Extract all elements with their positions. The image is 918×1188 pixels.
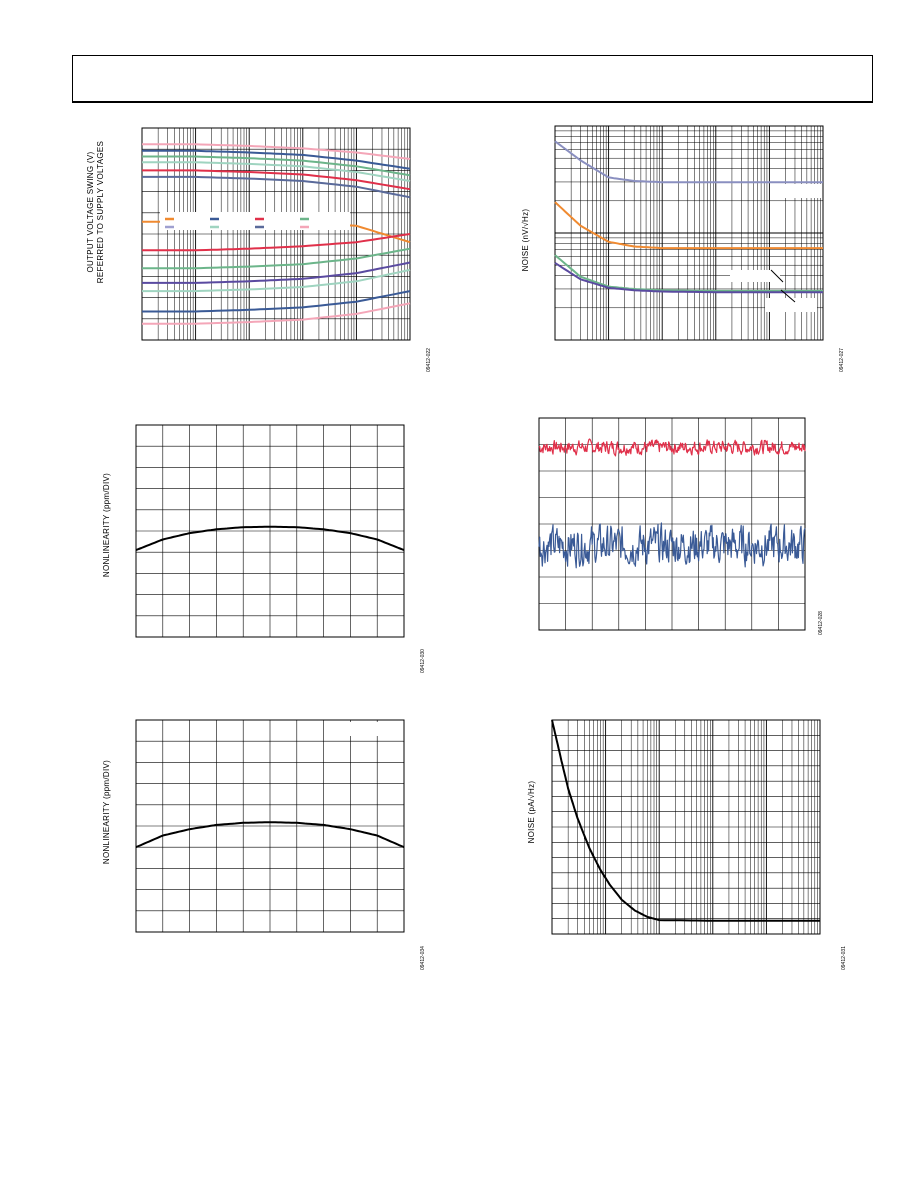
voltage-swing-series-line xyxy=(142,177,410,197)
figure-id-voltage-swing: 09412-022 xyxy=(426,348,432,372)
noise-current-series-line xyxy=(552,720,820,921)
plot-noise-current xyxy=(505,712,865,974)
figure-id-noise-current: 09412-031 xyxy=(841,946,847,970)
ylabel-noise-voltage: NOISE (nV/√Hz) xyxy=(521,208,530,272)
voltage-swing-series-line xyxy=(142,291,410,311)
noise-voltage-series-line xyxy=(555,141,823,182)
nonlinearity-2-annotation-box xyxy=(350,722,378,736)
figure-id-nonlinearity-2: 09412-034 xyxy=(420,946,426,970)
chart-voltage-swing xyxy=(80,120,440,380)
voltage-swing-series-line xyxy=(142,162,410,181)
ylabel-voltage-swing: OUTPUT VOLTAGE SWING (V) REFERRED TO SUPPLY VOLTAGES xyxy=(86,140,105,284)
figure-id-nonlinearity-1: 09412-030 xyxy=(420,649,426,673)
chart-noise-current xyxy=(505,712,865,974)
voltage-swing-series-line xyxy=(142,303,410,323)
plot-noise-time xyxy=(505,410,865,640)
noise-voltage-series-line xyxy=(555,263,823,292)
chart-noise-voltage xyxy=(505,120,865,380)
plot-voltage-swing xyxy=(80,120,440,380)
plot-nonlinearity-2 xyxy=(80,712,440,974)
noise-voltage-annotation-box xyxy=(765,298,817,312)
ylabel-nonlinearity-2: NONLINEARITY (ppm/DIV) xyxy=(102,759,111,865)
figure-id-noise-time: 09412-028 xyxy=(818,611,824,635)
plot-nonlinearity-1 xyxy=(80,415,440,680)
page-header-frame xyxy=(72,55,873,103)
chart-noise-time xyxy=(505,410,865,640)
plot-noise-voltage xyxy=(505,120,865,380)
noise-voltage-series-line xyxy=(555,255,823,291)
ylabel-nonlinearity-1: NONLINEARITY (ppm/DIV) xyxy=(102,472,111,578)
ylabel-noise-current: NOISE (pA/√Hz) xyxy=(527,780,536,844)
figure-id-noise-voltage: 09412-027 xyxy=(839,348,845,372)
chart-nonlinearity-2 xyxy=(80,712,440,974)
chart-nonlinearity-1 xyxy=(80,415,440,680)
voltage-swing-series-line xyxy=(142,249,410,269)
voltage-swing-series-line xyxy=(142,234,410,250)
noise-voltage-annotation-box xyxy=(773,184,821,198)
noise-voltage-series-line xyxy=(555,202,823,248)
